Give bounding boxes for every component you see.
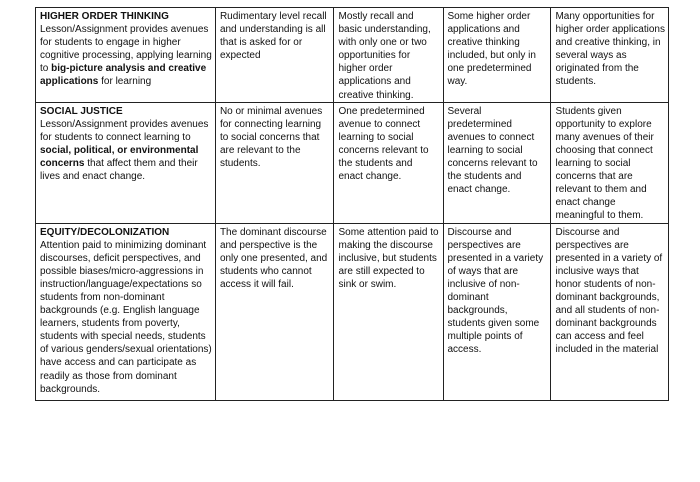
level-2-cell: One predetermined avenue to connect learning to social concerns relevant to the students and enact change.	[334, 102, 443, 223]
level-3-cell: Some higher order applications and creative thinking included, but only in one predetermined way.	[443, 8, 551, 103]
criterion-description-end: for learning	[98, 76, 152, 88]
rubric-table	[35, 7, 669, 401]
level-1-cell: The dominant discourse and perspective is the only one presented, and students who cannot access it will fail.	[215, 223, 334, 400]
level-2-cell: Some attention paid to making the discourse inclusive, but students are still expected to sink or swim.	[334, 223, 443, 400]
level-4-cell: Many opportunities for higher order applications and creative thinking, in several ways as originated from the students.	[551, 8, 669, 103]
level-1-cell: No or minimal avenues for connecting learning to social concerns that are relevant to the students.	[215, 102, 334, 223]
criterion-heading: EQUITY/DECOLONIZATION	[40, 226, 170, 238]
level-3-cell: Discourse and perspectives are presented in a variety of ways that are inclusive of non-dominant backgrounds, students given some multiple points of access.	[443, 223, 551, 400]
criterion-description: Lesson/Assignment provides avenues for students to connect learning to	[40, 118, 209, 143]
criterion-description-end: that affect them and their lives and enact change.	[40, 158, 198, 183]
table-row-higher-order-thinking	[36, 8, 669, 103]
criterion-heading: HIGHER ORDER THINKING	[40, 11, 169, 22]
criterion-description: Lesson/Assignment provides avenues for students to engage in higher cognitive processing, applying learning to	[40, 24, 212, 75]
level-4-cell: Discourse and perspectives are presented in a variety of inclusive ways that honor students of non-dominant backgrounds, and all students of non-dominant backgrounds can access and feel included in the material	[551, 223, 669, 400]
criterion-description: Attention paid to minimizing dominant discourses, deficit perspectives, and possible biases/micro-aggressions in instruction/language/expectations so students from non-dominant backgrounds (e.g. English language learners, students from poverty, students with special needs, students of various genders/sexual orientations) have access and can participate as readily as those from dominant backgrounds.	[40, 239, 212, 395]
criterion-cell	[36, 102, 216, 223]
criterion-heading: SOCIAL JUSTICE	[40, 105, 123, 117]
table-row-equity-decolonization	[36, 223, 669, 400]
criterion-cell	[36, 223, 216, 400]
criterion-cell	[36, 8, 216, 103]
criterion-description-bold: social, political, or environmental concerns	[40, 144, 199, 170]
criterion-description-bold: big-picture analysis and creative applications	[40, 63, 207, 88]
level-1-cell: Rudimentary level recall and understanding is all that is asked for or expected	[215, 8, 334, 103]
table-row-social-justice	[36, 102, 669, 223]
level-4-cell: Students given opportunity to explore many avenues of their choosing that connect learning to social concerns that are relevant to them and enact change meaningful to them.	[551, 102, 669, 223]
level-2-cell: Mostly recall and basic understanding, with only one or two opportunities for higher order applications and creative thinking.	[334, 8, 443, 103]
level-3-cell: Several predetermined avenues to connect learning to social concerns relevant to the students and enact change.	[443, 102, 551, 223]
